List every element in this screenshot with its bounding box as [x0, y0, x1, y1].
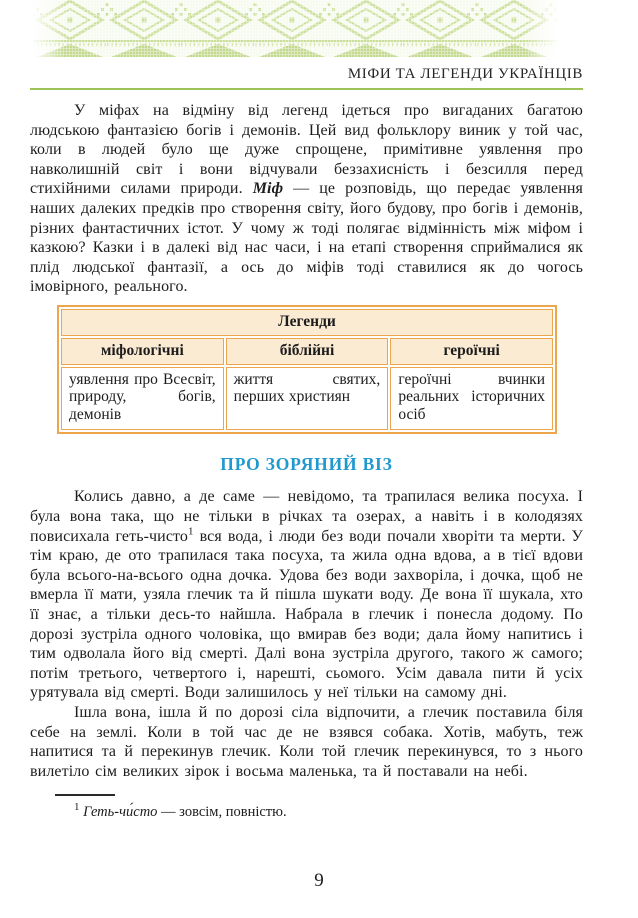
table-title-row — [61, 309, 553, 336]
table-header-row — [61, 338, 553, 365]
intro-paragraph — [30, 101, 583, 297]
column-header-heroic: героїчні — [390, 338, 553, 365]
intro-text-before: У міфах на відміну від легенд ідеться про вигаданих багатою людською фантазією богів і демонів. Цей вид фольклору виник у той час, коли в людей було ще дуже спрощене, примітивне уявлення про навколишній світ і вони відчували беззахисність і безсилля перед стихійними силами природи. — [30, 102, 583, 198]
footnote-separator — [55, 794, 115, 796]
header-rule — [30, 88, 583, 90]
intro-text-after: — це розповідь, що передає уявлення наших далеких предків про створення світу, його будову, про богів і демонів, різних фантастичних істот. У чому ж тоді полягає відмінність між міфом і казкою? Казки і в далекі від нас часи, і на етапі створення сприймалися як плід людської фантазії, а ось до міфів тоді ставилися як до чогось імовірного, реального. — [30, 180, 584, 296]
page-number: 9 — [314, 870, 324, 891]
page-content — [30, 101, 583, 821]
column-header-mythological: міфологічні — [61, 338, 224, 365]
legends-table — [57, 305, 557, 435]
story-paragraph-2: Ішла вона, ішла й по дорозі сіла відпочити, а глечик поставила біля себе на землі. Коли в той час де не взявся собака. Хотів, мабуть, теж напитися та й перекинув глечик. Коли той глечик перекинувся, то з нього вилетіло сім великих зірок і восьма маленька, та й поставали на небі. — [30, 703, 583, 780]
footnote-term: Геть-чи́сто — [83, 803, 158, 820]
footnote-reference: 1 — [188, 525, 194, 538]
footnote — [30, 803, 583, 821]
column-header-biblical: біблійні — [226, 338, 389, 365]
story-text-after-ref: вся вода, і люди без води почали хворіти та мерти. У тім краю, де ото трапилася така посуха, та жила одна вдова, а в тієї вдови була всього-на-всього одна дочка. Удова без води захворіла, і дочка, щоб не вмерла її мати, узяла глечик та й пішла шукати воду. Де вона її шукала, хто її знає, а тільки десь-то найшла. Набрала в глечик і понесла додому. По дорозі зустріла одного чоловіка, що вмирав без води; дала йому напитись і тим одволала його від смерті. Далі вона зустріла другого, такого ж самого; потім третього, четвертого і, нарешті, сьомого. Усім давала пити й усіх урятувала від смерті. Води залишилось у неї тільки на самому дні. — [30, 527, 583, 702]
table-title: Легенди — [61, 309, 553, 336]
embroidery-ornament-band — [33, 0, 557, 57]
story-paragraph-1 — [30, 487, 583, 703]
cell-heroic: героїчні вчинки реальних історичних осіб — [390, 367, 553, 431]
cell-mythological: уявлення про Всесвіт, природу, богів, демонів — [61, 367, 224, 431]
term-myth: Міф — [252, 180, 284, 198]
cell-biblical: життя святих, перших християн — [226, 367, 389, 431]
footnote-marker: 1 — [74, 801, 80, 814]
footnote-definition: — зовсім, повністю. — [157, 803, 287, 820]
story-title: ПРО ЗОРЯНИЙ ВІЗ — [220, 454, 393, 475]
running-head: МІФИ ТА ЛЕГЕНДИ УКРАЇНЦІВ — [347, 66, 583, 82]
table-body-row — [61, 367, 553, 431]
story-text-before-ref: Колись давно, а де саме — невідомо, та трапилася велика посуха. І була вона така, що не тільки в річках та озерах, а навіть і в колодязях повисихала геть-чисто — [30, 488, 583, 545]
